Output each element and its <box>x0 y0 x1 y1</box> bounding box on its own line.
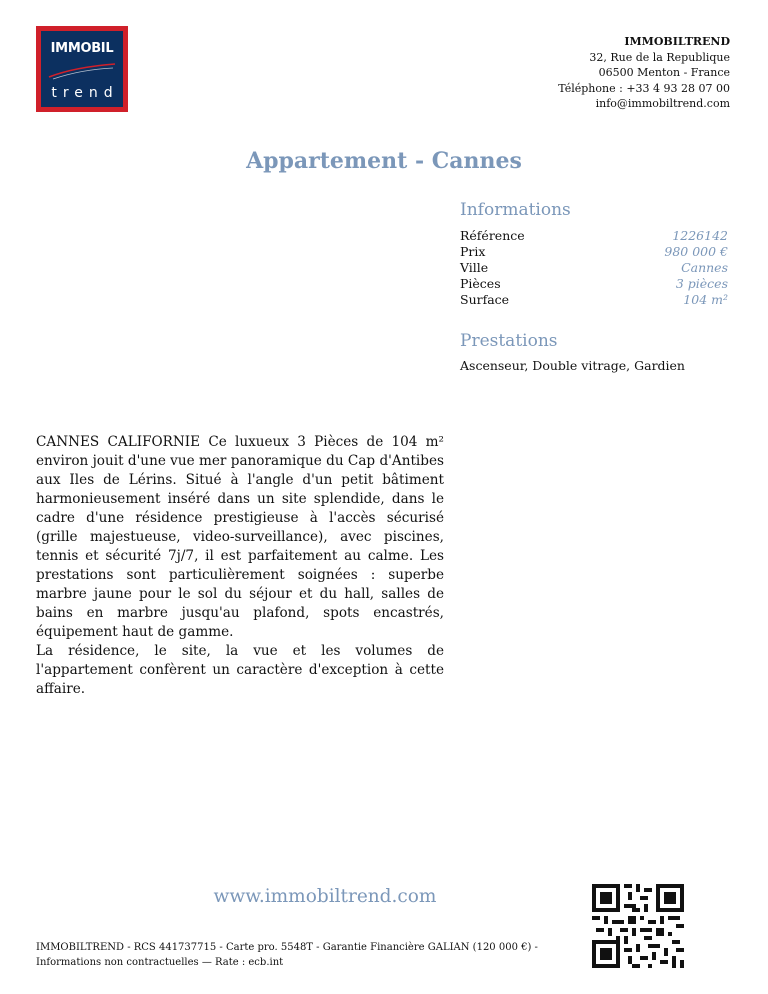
info-value: Cannes <box>681 260 728 275</box>
info-table <box>460 228 728 308</box>
description-paragraph: CANNES CALIFORNIE Ce luxueux 3 Pièces de 104 m² environ jouit d'une vue mer panoramique du Cap d'Antibes aux Iles de Lérins. Situé à l'angle d'un petit bâtiment harmonieusement inséré dans un site splendide, dans le cadre d'une résidence prestigieuse à l'accès sécurisé (grille majestueuse, video-surveillance), avec piscines, tennis et sécurité 7j/7, il est parfaitement au calme. Les prestations sont particulièrement soignées : superbe marbre jaune pour le sol du séjour et du hall, salles de bains en marbre jusqu'au plafond, spots encastrés, équipement haut de gamme. <box>36 434 444 640</box>
info-value: 1226142 <box>672 228 728 243</box>
info-value: 104 m² <box>683 292 728 307</box>
logo-bottom-text: trend <box>51 85 119 101</box>
info-row-ville <box>460 260 728 276</box>
info-label: Ville <box>460 260 489 275</box>
agency-name: IMMOBILTREND <box>624 35 730 48</box>
prestations-list: Ascenseur, Double vitrage, Gardien <box>460 358 685 373</box>
logo-swoosh-icon <box>47 61 117 81</box>
agency-contact-block <box>558 34 730 112</box>
qr-code-icon <box>592 884 684 968</box>
agency-address-line1: 32, Rue de la Republique <box>589 50 730 64</box>
legal-line: Informations non contractuelles — Rate : ecb.int <box>36 957 284 968</box>
website-link[interactable]: www.immobiltrend.com <box>213 886 437 907</box>
agency-phone: Téléphone : +33 4 93 28 07 00 <box>558 81 730 95</box>
info-row-prix <box>460 244 728 260</box>
legal-footer <box>36 940 576 970</box>
agency-address-line2: 06500 Menton - France <box>598 66 730 79</box>
company-logo <box>36 26 128 112</box>
info-label: Surface <box>460 292 510 307</box>
page-title: Appartement - Cannes <box>246 148 522 174</box>
informations-heading: Informations <box>460 200 571 220</box>
info-row-pieces <box>460 276 728 292</box>
logo-top-text: IMMOBIL <box>50 41 114 56</box>
legal-line: IMMOBILTREND - RCS 441737715 - Carte pro. 5548T - Garantie Financière GALIAN (120 000 €) - <box>36 942 538 953</box>
description-paragraph: La résidence, le site, la vue et les volumes de l'appartement confèrent un caractère d'exception à cette affaire. <box>36 643 444 697</box>
prestations-heading: Prestations <box>460 331 558 351</box>
info-value: 3 pièces <box>675 276 728 291</box>
info-value: 980 000 € <box>664 244 728 259</box>
info-label: Pièces <box>460 276 501 291</box>
property-description <box>36 433 444 699</box>
info-row-reference <box>460 228 728 244</box>
info-label: Référence <box>460 228 525 243</box>
info-row-surface <box>460 292 728 308</box>
info-label: Prix <box>460 244 486 259</box>
logo-background <box>41 31 123 107</box>
agency-email[interactable]: info@immobiltrend.com <box>595 97 730 110</box>
